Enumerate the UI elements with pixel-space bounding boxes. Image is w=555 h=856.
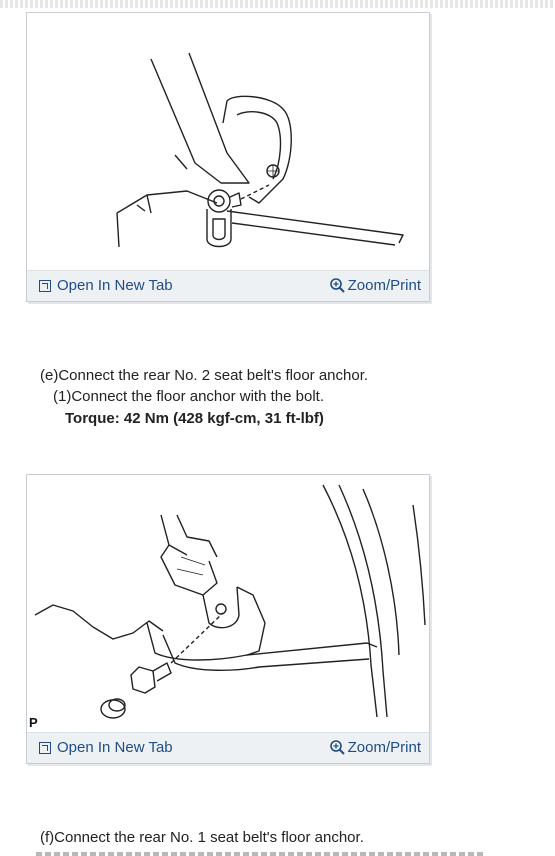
zoom-print-link[interactable] xyxy=(329,739,421,756)
step-f-heading: (f)Connect the rear No. 1 seat belt's floor anchor. xyxy=(40,829,364,846)
top-divider xyxy=(0,0,555,8)
open-in-new-tab-icon xyxy=(39,742,51,754)
open-in-new-tab-label: Open In New Tab xyxy=(57,739,173,756)
open-in-new-tab-link[interactable] xyxy=(39,277,173,294)
magnifier-plus-icon xyxy=(329,739,346,756)
figure-corner-label: P xyxy=(29,715,38,730)
step-e-heading: (e)Connect the rear No. 2 seat belt's floor anchor. xyxy=(40,367,369,384)
figure-1 xyxy=(26,12,430,302)
zoom-print-label: Zoom/Print xyxy=(347,277,421,294)
magnifier-plus-icon xyxy=(329,277,346,294)
figure-1-toolbar xyxy=(27,270,429,301)
clipped-next-line xyxy=(36,852,486,856)
open-in-new-tab-link[interactable] xyxy=(39,739,173,756)
zoom-print-label: Zoom/Print xyxy=(347,739,421,756)
figure-2-toolbar xyxy=(27,732,429,763)
step-e-substep: (1)Connect the floor anchor with the bolt. xyxy=(53,388,324,405)
figure-2 xyxy=(26,474,430,764)
illustration-floor-anchor-1 xyxy=(27,13,429,271)
open-in-new-tab-label: Open In New Tab xyxy=(57,277,173,294)
zoom-print-link[interactable] xyxy=(329,277,421,294)
illustration-floor-anchor-2 xyxy=(27,475,429,733)
open-in-new-tab-icon xyxy=(39,280,51,292)
torque-spec: Torque: 42 Nm (428 kgf-cm, 31 ft-lbf) xyxy=(65,410,324,427)
